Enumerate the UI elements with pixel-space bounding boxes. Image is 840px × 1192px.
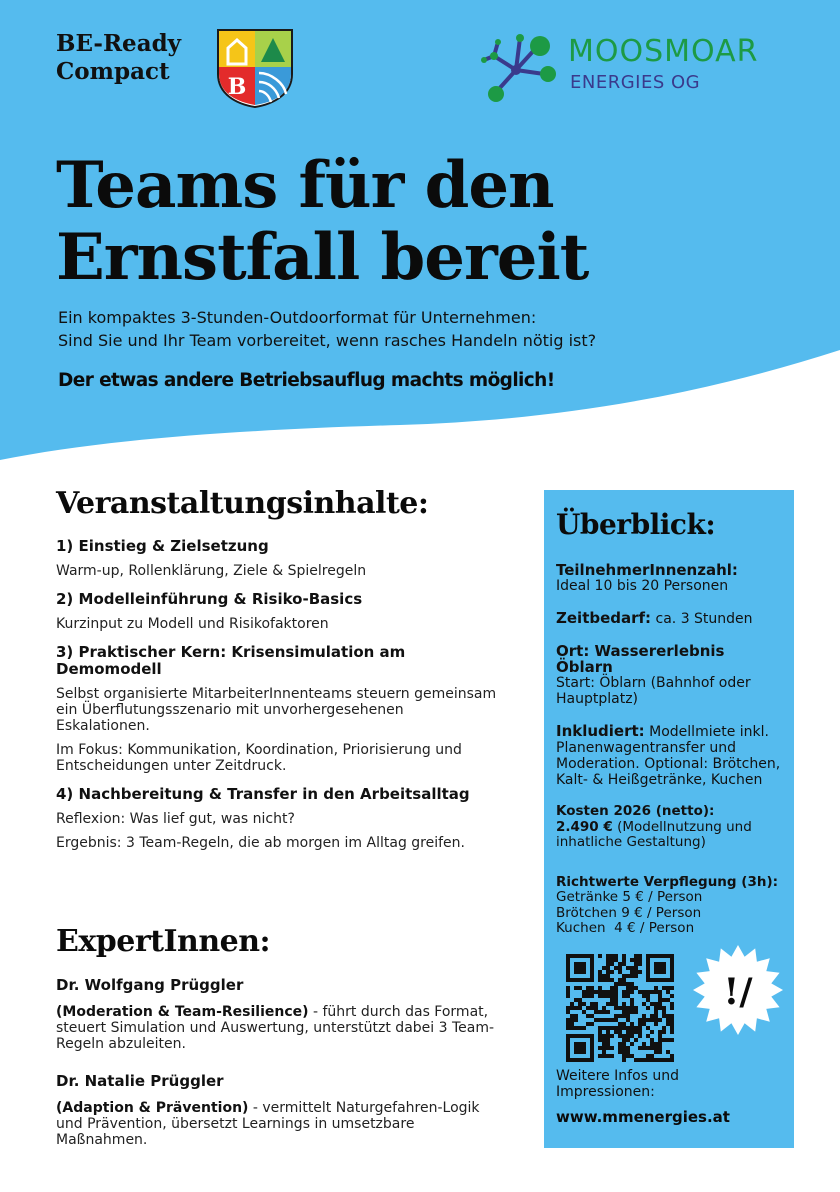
qr-code-icon[interactable] [566, 954, 674, 1062]
cost-price: 2.490 € [556, 818, 613, 835]
cost-label: Kosten 2026 (netto): [556, 803, 715, 819]
overview-time [556, 610, 782, 627]
location-label: Ort: Wassererlebnis Öblarn [556, 642, 725, 676]
brand-line-2: Compact [56, 58, 170, 85]
content-heading: Veranstaltungsinhalte: [56, 486, 429, 521]
expert-description [56, 1004, 500, 1052]
headline-line-2: Ernstfall bereit [56, 220, 589, 295]
company-subtitle: ENERGIES OG [570, 72, 701, 93]
content-item-text: Kurzinput zu Modell und Risikofaktoren [56, 616, 329, 632]
time-value: ca. 3 Stunden [655, 611, 753, 627]
cost-value: (Modellnutzung und inhatliche Gestaltung) [556, 818, 752, 850]
experts-heading: ExpertInnen: [56, 924, 271, 959]
overview-location [556, 643, 782, 707]
overview-cost [556, 804, 782, 851]
catering-line: Brötchen 9 € / Person [556, 904, 702, 921]
be-ready-crest-icon [216, 28, 294, 108]
brand-line-1: BE-Ready [56, 30, 182, 57]
location-value: Start: Öblarn (Bahnhof oder Hauptplatz) [556, 675, 751, 707]
content-item-title: 1) Einstieg & Zielsetzung [56, 537, 269, 555]
participants-value: Ideal 10 bis 20 Personen [556, 578, 729, 594]
more-info-text: Weitere Infos und Impressionen: [556, 1068, 680, 1100]
crest-letter: B [227, 74, 247, 100]
company-name: MOOSMOAR [568, 34, 759, 69]
headline-line-1: Teams für den [56, 148, 554, 223]
expert-name: Dr. Wolfgang Prüggler [56, 976, 244, 994]
brand-title [56, 30, 181, 86]
experts-section [56, 924, 500, 1168]
expert-role: (Adaption & Prävention) [56, 1100, 249, 1116]
expert-description [56, 1100, 500, 1148]
content-item-text: Ergebnis: 3 Team-Regeln, die ab morgen im Alltag greifen. [56, 835, 465, 851]
content-section [56, 486, 500, 863]
content-item-text: Im Fokus: Kommunikation, Koordination, Priorisierung und Entscheidungen unter Zeitdruck. [56, 742, 462, 774]
overview-box [544, 490, 794, 1148]
content-item-text: Selbst organisierte MitarbeiterInnenteams steuern gemeinsam ein Überflutungsszenario mit unvorhergesehenen Eskalationen. [56, 686, 497, 734]
content-item-title: 3) Praktischer Kern: Krisensimulation am Demomodell [56, 643, 406, 678]
content-item [56, 591, 500, 632]
exclamation-burst-icon [692, 944, 784, 1036]
intro-line-1: Ein kompaktes 3-Stunden-Outdoorformat für Unternehmen: [58, 308, 537, 327]
overview-participants [556, 562, 782, 594]
catering-label: Richtwerte Verpflegung (3h): [556, 873, 779, 890]
included-value: Modellmiete inkl. Planenwagentransfer und Moderation. Optional: Brötchen, Kalt- & Heißgetränke, Kuchen [556, 724, 781, 788]
participants-label: TeilnehmerInnenzahl: [556, 561, 738, 579]
content-item-text: Warm-up, Rollenklärung, Ziele & Spielregeln [56, 563, 367, 579]
molecule-logo-icon [478, 30, 562, 106]
burst-text: !/ [723, 971, 753, 1013]
time-label: Zeitbedarf: [556, 609, 652, 627]
content-item [56, 538, 500, 579]
intro-line-2: Sind Sie und Ihr Team vorbereitet, wenn rasches Handeln nötig ist? [58, 331, 597, 350]
content-item-title: 4) Nachbereitung & Transfer in den Arbeitsalltag [56, 785, 470, 803]
overview-catering [556, 875, 782, 937]
intro-text [58, 306, 596, 352]
expert-role: (Moderation & Team-Resilience) [56, 1004, 309, 1020]
content-item [56, 786, 500, 851]
expert-desc: - vermittelt Naturgefahren-Logik und Prävention, übersetzt Learnings in umsetzbare Maßnahmen. [56, 1100, 480, 1148]
expert-name: Dr. Natalie Prüggler [56, 1072, 224, 1090]
overview-included [556, 723, 782, 788]
catering-line: Getränke 5 € / Person [556, 889, 703, 905]
overview-heading: Überblick: [556, 508, 716, 541]
content-item-text: Reflexion: Was lief gut, was nicht? [56, 811, 295, 827]
website-link[interactable]: www.mmenergies.at [556, 1108, 730, 1126]
catering-line: Kuchen 4 € / Person [556, 920, 695, 936]
included-label: Inkludiert: [556, 722, 645, 740]
content-item-title: 2) Modelleinführung & Risiko-Basics [56, 590, 363, 608]
headline [56, 150, 588, 294]
content-item [56, 644, 500, 774]
tagline: Der etwas andere Betriebsauflug machts möglich! [58, 370, 555, 391]
expert-desc: - führt durch das Format, steuert Simulation und Auswertung, unterstützt dabei 3 Team-Regeln abzuleiten. [56, 1004, 495, 1052]
